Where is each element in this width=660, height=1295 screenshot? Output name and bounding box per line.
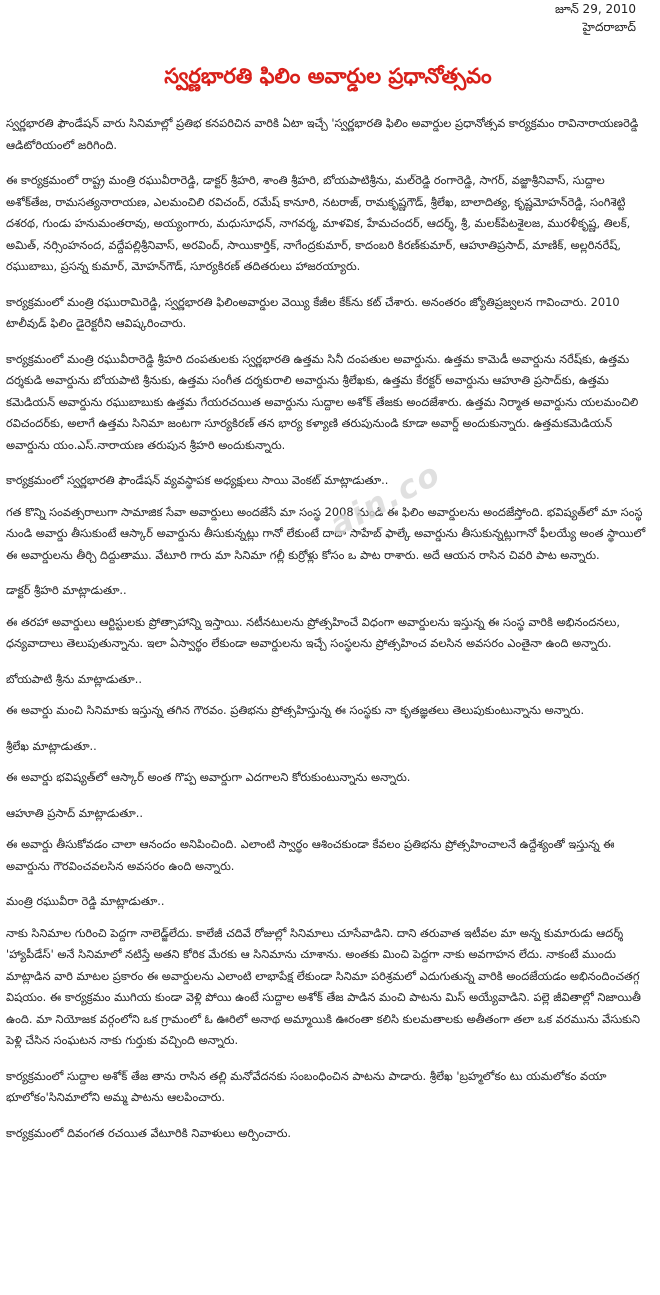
- article-body: [6, 113, 650, 1144]
- article-paragraph-srileka-intro: శ్రీలేఖ మాట్లాడుతూ..: [6, 738, 97, 753]
- article-paragraph-ahuti-intro: ఆహూతి ప్రసాద్ మాట్లాడుతూ..: [6, 805, 144, 820]
- article-paragraph-srihari-speech: ఈ తరహా అవార్డులు ఆర్టిస్టులకు ప్రోత్సాహాన్ని ఇస్తాయి. నటీనటులను ప్రోత్సహించే విధంగా అవార్డులను ఇస్తున్న ఈ సంస్థ వారికి అభినందనలు, ధన్యవాదాలు తెలుపుతున్నాను. ఇలా ఏస్వార్థం లేకుండా అవార్డులను ఇచ్చే సంస్థలను ప్రోత్సహించ వలసిన అవసరం ఎంతైనా ఉంది అన్నారు.: [6, 614, 620, 650]
- article-paragraph-cake: కార్యక్రమంలో మంత్రి రఘురామిరెడ్డి, స్వర్ణభారతి ఫిలింఅవార్డుల వెయ్యి కేజీల కేక్‌ను కట్ చేశారు. అనంతరం జ్యోతిప్రజ్వలన గావించారు. 2010 టాలీవుడ్ ఫిలిం డైరెక్టరీని ఆవిష్కరించారు.: [6, 294, 620, 330]
- article-date: జూన్ 29, 2010: [554, 2, 636, 16]
- article-paragraph-attendees: ఈ కార్యక్రమంలో రాష్ట్ర మంత్రి రఘువీరారెడ్డి, డాక్టర్ శ్రీహరి, శాంతి శ్రీహరి, బోయపాటిశ్రీను, మల్‌రెడ్డి రంగారెడ్డి, సాగర్, వజ్జాశ్రీనివాస్, సుద్దాల అశోక్‌తేజ, రామసత్యనారాయణ, ఎలమంచిలి రవిచంద్, రమేష్ కానూరి, నటరాజ్, రామకృష్ణగౌడ్, శ్రీలేఖ, బాలాదిత్య, కృష్ణమోహన్‌రెడ్డి, సంగిశెట్టి దశరథ, గుండు హనుమంతరావు, అయ్యంగారు, మధుసూధన్, నాగవర్మ, మాళవిక, హేమచందర్, ఆదర్శ్, శ్రీ, మలక్‌పేటశైలజ, మురళీకృష్ణ, తిలక్, అమిత్, నర్సింహనంద, వద్దేపల్లిశ్రీనివాస్, అరవింద్, సాయికార్తిక్, నాగేంద్రకుమార్, కాదంబరి కిరణ్‌కుమార్, ఆహూతిప్రసాద్, మాణిక్, అల్లరినరేష్, రఘుబాబు, ప్రసన్న కుమార్, మోహన్‌గౌడ్, సూర్యకిరణ్ తదితరులు హాజరయ్యారు.: [6, 173, 631, 273]
- site-watermark: ain.co: [323, 453, 448, 545]
- article-place: హైదరాబాద్: [582, 20, 636, 34]
- article-paragraph-intro: స్వర్ణభారతి ఫౌండేషన్ వారు సినిమాల్లో ప్రతిభ కనపరిచిన వారికి ఏటా ఇచ్చే 'స్వర్ణభారతి ఫిలిం అవార్డుల ప్రధానోత్సవ కార్యక్రమం రావినారాయణరెడ్డి ఆడిటోరియంలో జరిగింది.: [6, 116, 639, 152]
- article-paragraph-boyapati-speech: ఈ అవార్డు మంచి సినిమాకు ఇస్తున్న తగిన గౌరవం. ప్రతిభను ప్రోత్సహిస్తున్న ఈ సంస్థకు నా కృతజ్ఞతలు తెలుపుకుంటున్నాను అన్నారు.: [6, 703, 585, 717]
- article-paragraph-awards: కార్యక్రమంలో మంత్రి రఘువీరారెడ్డి శ్రీహరి దంపతులకు స్వర్ణభారతి ఉత్తమ సినీ దంపతుల అవార్డును. ఉత్తమ కామెడీ అవార్డును నరేష్‌కు, ఉత్తమ దర్శకుడి అవార్డును బోయపాటి శ్రీనుకు, ఉత్తమ సంగీత దర్శకురాలి అవార్డును శ్రీలేఖకు, ఉత్తమ కేరక్టర్ అవార్డును ఆహూతి ప్రసాద్‌కు, ఉత్తమ కమెడియన్ అవార్డును రఘుబాబుకు ఉత్తమ గేయరచయిత అవార్డును సుద్దాల అశోక్ తేజకు అందజేశారు. ఉత్తమ నిర్మాత అవార్డును యలమంచిలి రవిచందర్‌కు, అలాగే ఉత్తమ సినిమా జంటగా సూర్యకిరణ్ తన భార్య కళ్యాణి తరుపునుండి కూడా అవార్డ్ అందుకున్నారు. ఉత్తమకమెడియన్ అవార్డును యం.ఎస్.నారాయణ తరుపున శ్రీహరి అందుకున్నారు.: [6, 351, 639, 452]
- article-paragraph-minister-intro: మంత్రి రఘువీరా రెడ్డి మాట్లాడుతూ..: [6, 894, 165, 908]
- article-paragraph-minister-speech: నాకు సినిమాల గురించి పెద్దగా నాలెడ్జ్‌లేదు. కాలేజీ చదివే రోజుల్లో సినిమాలు చూసేవాడిని. దాని తరువాత ఇటీవల మా అన్న కుమారుడు ఆదర్శ్ 'హ్యాపీడేస్' అనే సినిమాలో నటిస్తే అతని కోరిక మేరకు ఆ సినిమాను చూశాను. అంతకు మించి పెద్దగా నాకు అవగాహన లేదు. నాకంటే ముందు మాట్లాడిన వారి మాటల ప్రకారం ఈ అవార్డులను ఎలాంటి లాభాపేక్ష లేకుండా సినిమా పరిశ్రమలో ఎదుగుతున్న వారికి అందజేయడం అభినందించతగ్గ విషయం. ఈ కార్యక్రమం ముగియ కుండా వెళ్లి పోయి ఉంటే సుద్దాల అశోక్ తేజ పాడిన మంచి పాటను మిస్ అయ్యేవాడిని. పల్లె జీవితాల్లో నిజాయితీ ఉంది. మా నియోజక వర్గంలోని ఒక గ్రామంలో ఓ ఊరిలో అనాథ అమ్మాయికి ఊరంతా కలిసి కులమతాలకు అతీతంగా తలా ఒక వరమును వేసుకుని పెళ్లి చేసిన సంఘటన నాకు గుర్తుకు వచ్చింది అన్నారు.: [6, 925, 641, 1047]
- article-paragraph-songs: కార్యక్రమంలో సుద్దాల అశోక్ తేజ తాను రాసిన తల్లి మనోవేదనకు సంబంధించిన పాటను పాడారు. శ్రీలేఖ 'బ్రహ్మలోకం టు యమలోకం వయా భూలోకం'సినిమాలోని అమ్మ పాటను ఆలపించారు.: [6, 1068, 607, 1104]
- article-paragraph-srihari-intro: డాక్టర్ శ్రీహరి మాట్లాడుతూ..: [6, 583, 127, 597]
- article-paragraph-srileka-speech: ఈ అవార్డు భవిష్యత్‌లో ఆస్కార్ అంత గొప్ప అవార్డుగా ఎదగాలని కోరుకుంటున్నాను అన్నారు.: [6, 770, 411, 784]
- article-paragraph-ahuti-speech: ఈ అవార్డు తీసుకోవడం చాలా ఆనందం అనిపించింది. ఎలాంటి స్వార్థం ఆశించకుండా కేవలం ప్రతిభను ప్రోత్సహించాలనే ఉద్దేశ్యంతో ఇస్తున్న ఈ అవార్డును గౌరవించవలసిన అవసరం ఉంది అన్నారు.: [6, 837, 615, 873]
- article-meta: [6, 0, 650, 35]
- article-paragraph-sai-venkat-speech: గత కొన్ని సంవత్సరాలుగా సామాజిక సేవా అవార్డులు అందజేసే మా సంస్థ 2008 నుండి ఈ ఫిలిం అవార్డులను అందజేస్తోంది. భవిష్యత్‌లో మా సంస్థ నుండి అవార్డు తీసుకుంటే ఆస్కార్ అవార్డును తీసుకున్నట్లు గానో లేకుంటే దాదా సాహేబ్ ఫాల్కే అవార్డును తీసుకున్నట్లుగానో ఫీలయ్యే అంత స్థాయిలో ఈ అవార్డులను తీర్చి దిద్దుతాము. వేటూరి గారు మా సినిమా గల్లీ కుర్రోళ్లు కోసం ఒ పాట రాశారు. అదే ఆయన రాసిన చివరి పాట అన్నారు.: [6, 504, 646, 562]
- article-title: స్వర్ణభారతి ఫిలిం అవార్డుల ప్రధానోత్సవం: [164, 64, 492, 88]
- article-paragraph-boyapati-intro: బోయపాటి శ్రీను మాట్లాడుతూ..: [6, 671, 142, 686]
- article-paragraph-sai-venkat-intro: కార్యక్రమంలో స్వర్ణభారతి ఫౌండేషన్ వ్యవస్థాపక అధ్యక్షులు సాయి వెంకట్ మాట్లాడుతూ..: [6, 473, 389, 487]
- article-paragraph-tribute: కార్యక్రమంలో దివంగత రచయిత వేటూరికి నివాళులు అర్పించారు.: [6, 1125, 292, 1140]
